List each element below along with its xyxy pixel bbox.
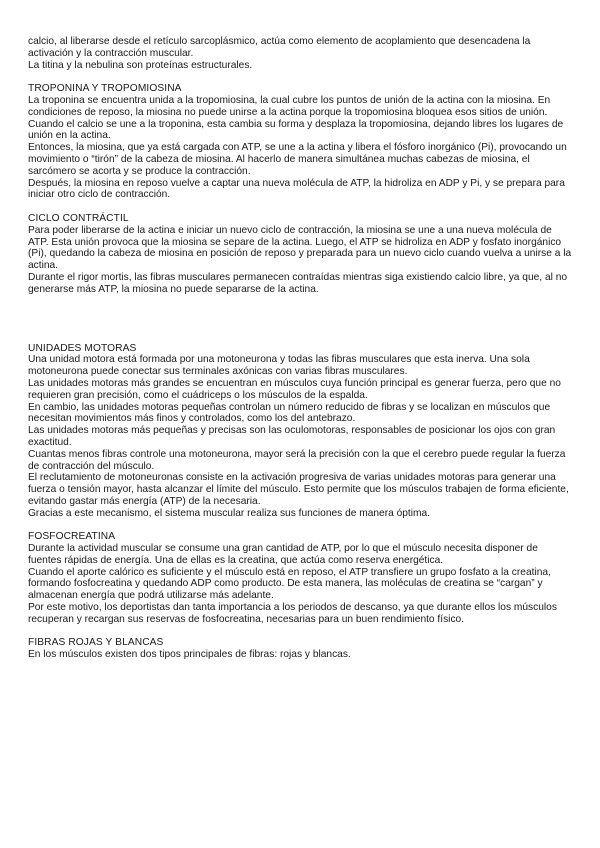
fibras-section: [28, 637, 572, 661]
intro-paragraph: calcio, al liberarse desde el retículo sarcoplásmico, actúa como elemento de acoplamiento que desencadena la activación y la contracción muscular.: [28, 36, 531, 59]
section-paragraph: Cuando el calcio se une a la troponina, esta cambia su forma y desplaza la tropomiosina, dejando libres los lugares de unión en la actina.: [28, 118, 564, 142]
section-paragraph: La troponina se encuentra unida a la tropomiosina, la cual cubre los puntos de unión de la actina con la miosina. En condiciones de reposo, la miosina no puede unirse a la actina porque la tropomiosina bloquea esos sitios de unión.: [28, 94, 551, 118]
section-paragraph: Después, la miosina en reposo vuelve a captar una nueva molécula de ATP, la hidroliza en ADP y Pi, y se prepara para iniciar otro ciclo de contracción.: [28, 177, 565, 201]
spacer: [28, 296, 572, 343]
section-heading: FIBRAS ROJAS Y BLANCAS: [28, 637, 164, 649]
intro-paragraph: La titina y la nebulina son proteínas estructurales.: [28, 59, 253, 71]
intro-section: [28, 36, 572, 71]
spacer: [28, 519, 572, 531]
spacer: [28, 71, 572, 83]
section-paragraph: Durante el rigor mortis, las fibras musculares permanecen contraídas mientras siga existiendo calcio libre, ya que, al no generarse más ATP, la miosina no puede separarse de la actina.: [28, 271, 568, 295]
section-paragraph: Cuantas menos fibras controle una motoneurona, mayor será la precisión con la que el cerebro puede regular la fuerza de contracción del músculo.: [28, 448, 566, 472]
section-heading: UNIDADES MOTORAS: [28, 342, 137, 354]
section-paragraph: Por este motivo, los deportistas dan tanta importancia a los periodos de descanso, ya que durante ellos los músculos recuperan y recargan sus reservas de fosfocreatina, necesarias para un buen rendimiento físico.: [28, 602, 557, 625]
section-paragraph: Las unidades motoras más pequeñas y precisas son las oculomotoras, responsables de posicionar los ojos con gran exactitud.: [28, 425, 556, 448]
fosfocreatina-section: [28, 531, 572, 625]
section-paragraph: Durante la actividad muscular se consume una gran cantidad de ATP, por lo que el músculo necesita disponer de fuentes rápidas de energía. Una de ellas es la creatina, que actúa como reserva energética.: [28, 543, 538, 566]
section-paragraph: Entonces, la miosina, que ya está cargada con ATP, se une a la actina y libera el fósforo inorgánico (Pi), provocando un movimiento o “tirón” de la cabeza de miosina. Al hacerlo de manera simultánea muchas cabezas de miosina, el sarcómero se acorta y se produce la contracción.: [28, 142, 567, 177]
spacer: [28, 626, 572, 638]
section-paragraph: En cambio, las unidades motoras pequeñas controlan un número reducido de fibras y se localizan en músculos que necesitan movimientos más finos y controlados, como los del antebrazo.: [28, 401, 551, 425]
section-paragraph: En los músculos existen dos tipos principales de fibras: rojas y blancas.: [28, 649, 351, 661]
troponina-section: [28, 83, 572, 201]
section-paragraph: Para poder liberarse de la actina e iniciar un nuevo ciclo de contracción, la miosina se une a una nueva molécula de ATP. Esta unión provoca que la miosina se separe de la actina. Luego, el ATP se hidroliza en ADP y fosfato inorgánico (Pi), quedando la cabeza de miosina en posición de reposo y preparada para un nuevo ciclo cuando vuelva a unirse a la actina.: [28, 224, 572, 272]
ciclo-section: [28, 213, 572, 296]
section-paragraph: Una unidad motora está formada por una motoneurona y todas las fibras musculares que esta inerva. Una sola motoneurona puede conectar sus terminales axónicas con varias fibras musculares.: [28, 354, 530, 378]
section-heading: TROPONINA Y TROPOMIOSINA: [28, 83, 182, 95]
section-heading: FOSFOCREATINA: [28, 531, 116, 543]
section-heading: CICLO CONTRÁCTIL: [28, 212, 129, 224]
section-paragraph: Gracias a este mecanismo, el sistema muscular realiza sus funciones de manera óptima.: [28, 507, 431, 519]
unidades-section: [28, 343, 572, 520]
spacer: [28, 201, 572, 213]
document-page: [28, 36, 572, 661]
section-paragraph: El reclutamiento de motoneuronas consiste en la activación progresiva de varias unidades motoras para generar una fuerza o tensión mayor, hasta alcanzar el límite del músculo. Esto permite que los músculos trabajen de forma eficiente, evitando gastar más energía (ATP) de la necesaria.: [28, 472, 569, 507]
section-paragraph: Las unidades motoras más grandes se encuentran en músculos cuya función principal es generar fuerza, pero que no requieren gran precisión, como el cuádriceps o los músculos de la espalda.: [28, 377, 561, 401]
section-paragraph: Cuando el aporte calórico es suficiente y el músculo está en reposo, el ATP transfiere un grupo fosfato a la creatina, formando fosfocreatina y quedando ADP como producto. De esta manera, las moléculas de creatina se “cargan” y almacenan energía que podrá utilizarse más adelante.: [28, 566, 551, 602]
